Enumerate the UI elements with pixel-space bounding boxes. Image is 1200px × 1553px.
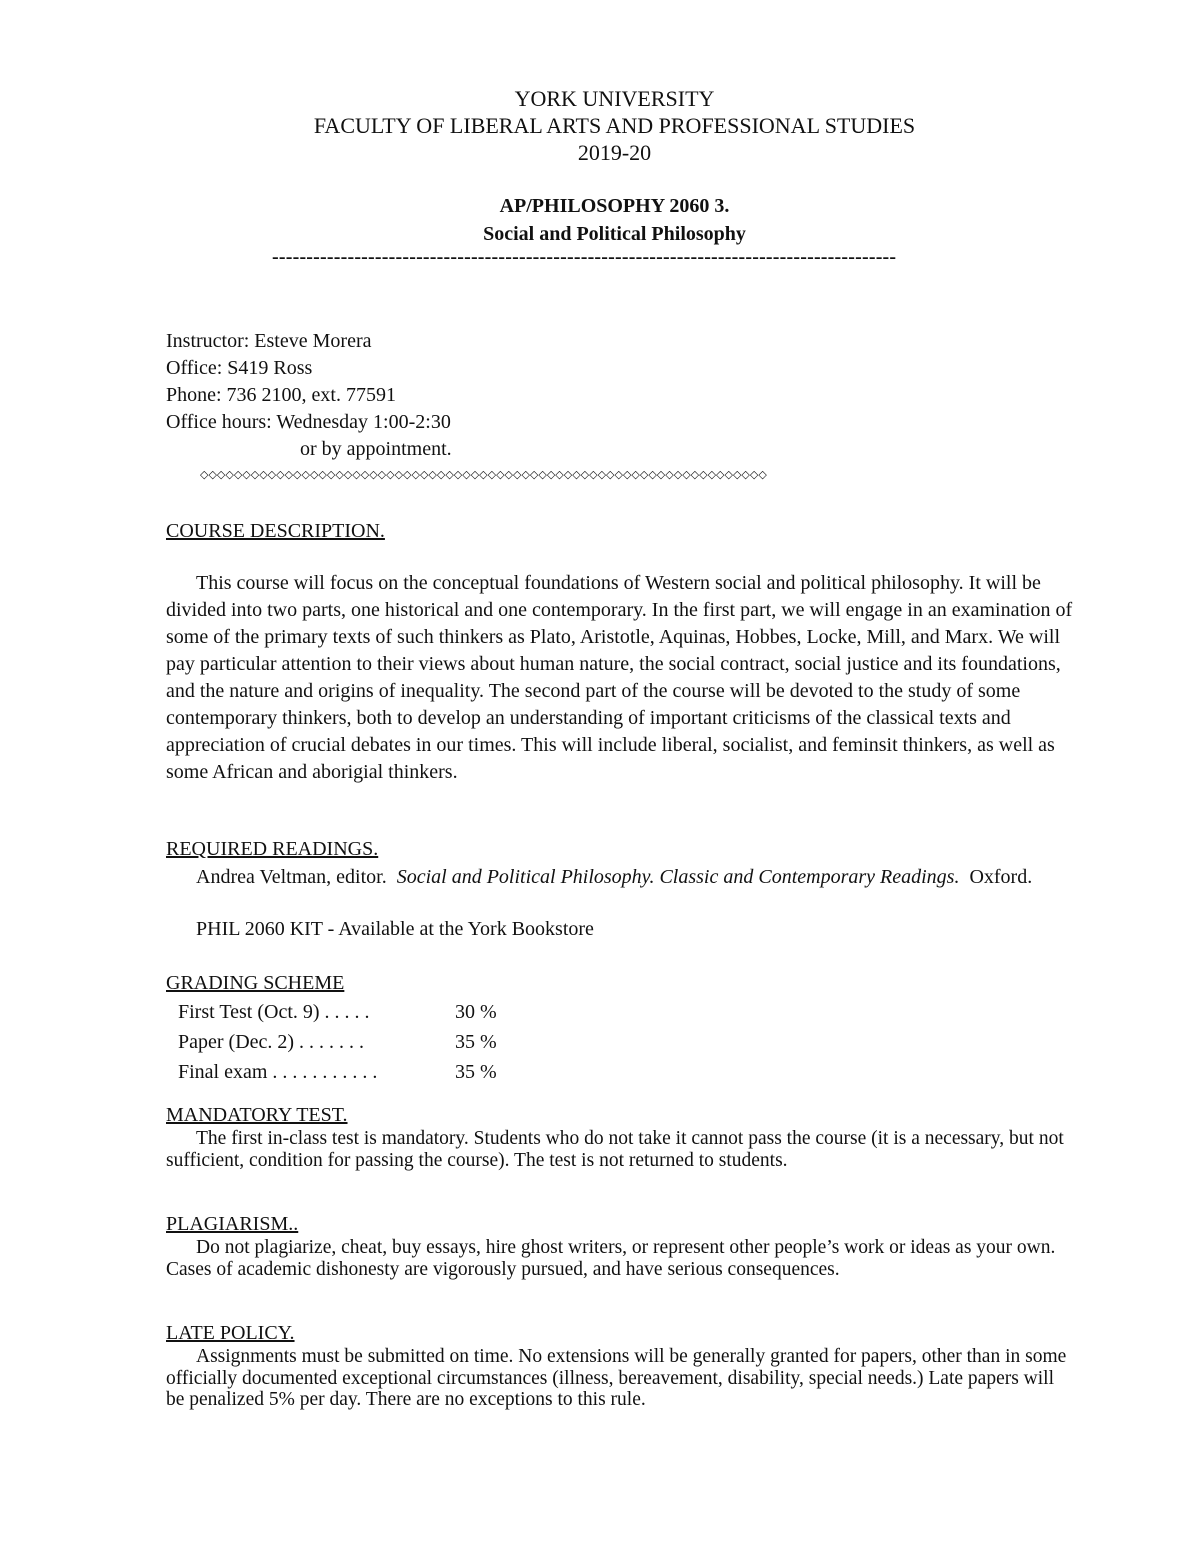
academic-year: 2019-20 xyxy=(577,140,652,165)
office-hours: Office hours: Wednesday 1:00-2:30 xyxy=(166,411,451,433)
course-title: Social and Political Philosophy xyxy=(483,223,746,245)
grade-row-first-test xyxy=(178,1001,497,1024)
grading-scheme-heading: GRADING SCHEME xyxy=(166,972,345,994)
plagiarism-heading: PLAGIARISM.. xyxy=(166,1213,299,1235)
grade-row-paper xyxy=(178,1031,497,1054)
grade-label: First Test (Oct. 9) . . . . . xyxy=(178,1001,370,1023)
grade-label: Paper (Dec. 2) . . . . . . . xyxy=(178,1031,365,1053)
late-policy-text: Assignments must be submitted on time. No extensions will be generally granted for papers, other than in some officially documented exceptional circumstances (illness, bereavement, disability, special needs.) Late papers will be penalized 5% per day. There are no exceptions to this rule. xyxy=(166,1346,1067,1410)
instructor-name: Instructor: Esteve Morera xyxy=(166,330,372,352)
by-appointment: or by appointment. xyxy=(300,438,452,460)
grade-label: Final exam . . . . . . . . . . . xyxy=(178,1061,378,1083)
grade-value: 35 % xyxy=(455,1031,497,1053)
course-code: AP/PHILOSOPHY 2060 3. xyxy=(499,195,730,217)
ornament-divider: ◇◇◇◇◇◇◇◇◇◇◇◇◇◇◇◇◇◇◇◇◇◇◇◇◇◇◇◇◇◇◇◇◇◇◇◇◇◇◇◇◇◇◇◇◇◇◇◇◇◇◇◇◇◇◇◇◇◇◇◇◇◇◇◇◇◇◇ xyxy=(200,469,767,481)
grade-row-final-exam xyxy=(178,1061,497,1084)
book-publisher: Oxford. xyxy=(969,866,1033,888)
plagiarism-text: Do not plagiarize, cheat, buy essays, hire ghost writers, or represent other people’s work or ideas as your own. Cases of academic dishonesty are vigorously pursued, and have serious consequences. xyxy=(166,1237,1056,1280)
dash-rule: ------------------------------------------------------------------------------------------- xyxy=(272,246,897,268)
book-title: Social and Political Philosophy. Classic and Contemporary Readings. xyxy=(396,866,960,888)
late-policy-heading: LATE POLICY. xyxy=(166,1322,295,1344)
faculty-name: FACULTY OF LIBERAL ARTS AND PROFESSIONAL STUDIES xyxy=(313,113,916,138)
course-kit: PHIL 2060 KIT - Available at the York Bookstore xyxy=(196,918,594,940)
university-name: YORK UNIVERSITY xyxy=(514,86,715,111)
instructor-phone: Phone: 736 2100, ext. 77591 xyxy=(166,384,396,406)
required-readings-heading: REQUIRED READINGS. xyxy=(166,838,379,860)
instructor-office: Office: S419 Ross xyxy=(166,357,313,379)
mandatory-test-heading: MANDATORY TEST. xyxy=(166,1104,348,1126)
grade-value: 35 % xyxy=(455,1061,497,1083)
grade-value: 30 % xyxy=(455,1001,497,1023)
book-editor: Andrea Veltman, editor. xyxy=(196,866,387,888)
mandatory-test-text: The first in-class test is mandatory. Students who do not take it cannot pass the course (it is a necessary, but not sufficient, condition for passing the course). The test is not returned to students. xyxy=(166,1128,1064,1171)
course-description-heading: COURSE DESCRIPTION. xyxy=(166,520,385,542)
required-reading-book xyxy=(166,864,1076,891)
course-description-text: This course will focus on the conceptual foundations of Western social and political philosophy. It will be divided into two parts, one historical and one contemporary. In the first part, we will engage in an examination of some of the primary texts of such thinkers as Plato, Aristotle, Aquinas, Hobbes, Locke, Mill, and Marx. We will pay particular attention to their views about human nature, the social contract, social justice and its foundations, and the nature and origins of inequality. The second part of the course will be devoted to the study of some contemporary thinkers, both to develop an understanding of important criticisms of the classical texts and appreciation of crucial debates in our times. This will include liberal, socialist, and feminsit thinkers, as well as some African and aborigial thinkers. xyxy=(166,572,1073,783)
